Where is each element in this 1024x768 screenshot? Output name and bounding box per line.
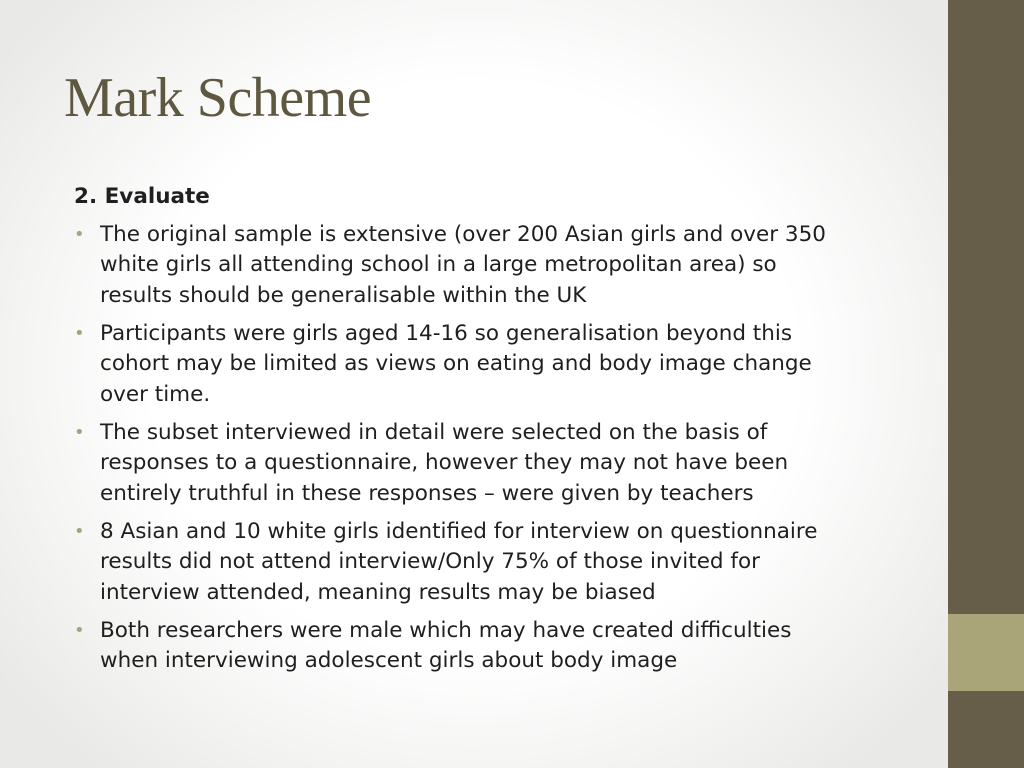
bullet-line: interview attended, meaning results may be biased	[100, 579, 656, 605]
bullet-dot-icon: •	[74, 520, 85, 542]
bullet-line: white girls all attending school in a large metropolitan area) so	[100, 252, 777, 277]
bullet-item	[74, 319, 894, 411]
bullet-line: over time.	[100, 381, 211, 407]
bullet-dot-icon: •	[74, 223, 85, 245]
bullet-line: 8 Asian and 10 white girls identified for interview on questionnaire	[100, 518, 818, 544]
slide-body	[74, 182, 894, 684]
bullet-item	[74, 418, 894, 510]
bullet-item	[74, 517, 894, 609]
bullet-list	[74, 220, 894, 677]
section-heading: 2. Evaluate	[74, 184, 210, 209]
bullet-item	[74, 220, 894, 312]
bullet-line: when interviewing adolescent girls about body image	[100, 648, 678, 673]
bullet-line: The original sample is extensive (over 200 Asian girls and over 350	[100, 221, 826, 247]
bullet-line: cohort may be limited as views on eating and body image change	[100, 351, 812, 376]
bullet-dot-icon: •	[74, 421, 85, 443]
bullet-dot-icon: •	[74, 322, 85, 344]
decorative-sidebar-accent	[948, 614, 1024, 691]
bullet-line: Both researchers were male which may have created difficulties	[100, 617, 792, 643]
bullet-line: The subset interviewed in detail were selected on the basis of	[100, 419, 768, 445]
bullet-line: entirely truthful in these responses – were given by teachers	[100, 480, 754, 506]
bullet-item	[74, 616, 894, 677]
slide-title: Mark Scheme	[64, 67, 372, 129]
bullet-line: results should be generalisable within the UK	[100, 282, 587, 308]
bullet-line: Participants were girls aged 14-16 so generalisation beyond this	[100, 320, 793, 346]
bullet-line: results did not attend interview/Only 75% of those invited for	[100, 549, 760, 574]
bullet-dot-icon: •	[74, 619, 85, 641]
bullet-line: responses to a questionnaire, however they may not have been	[100, 450, 789, 475]
